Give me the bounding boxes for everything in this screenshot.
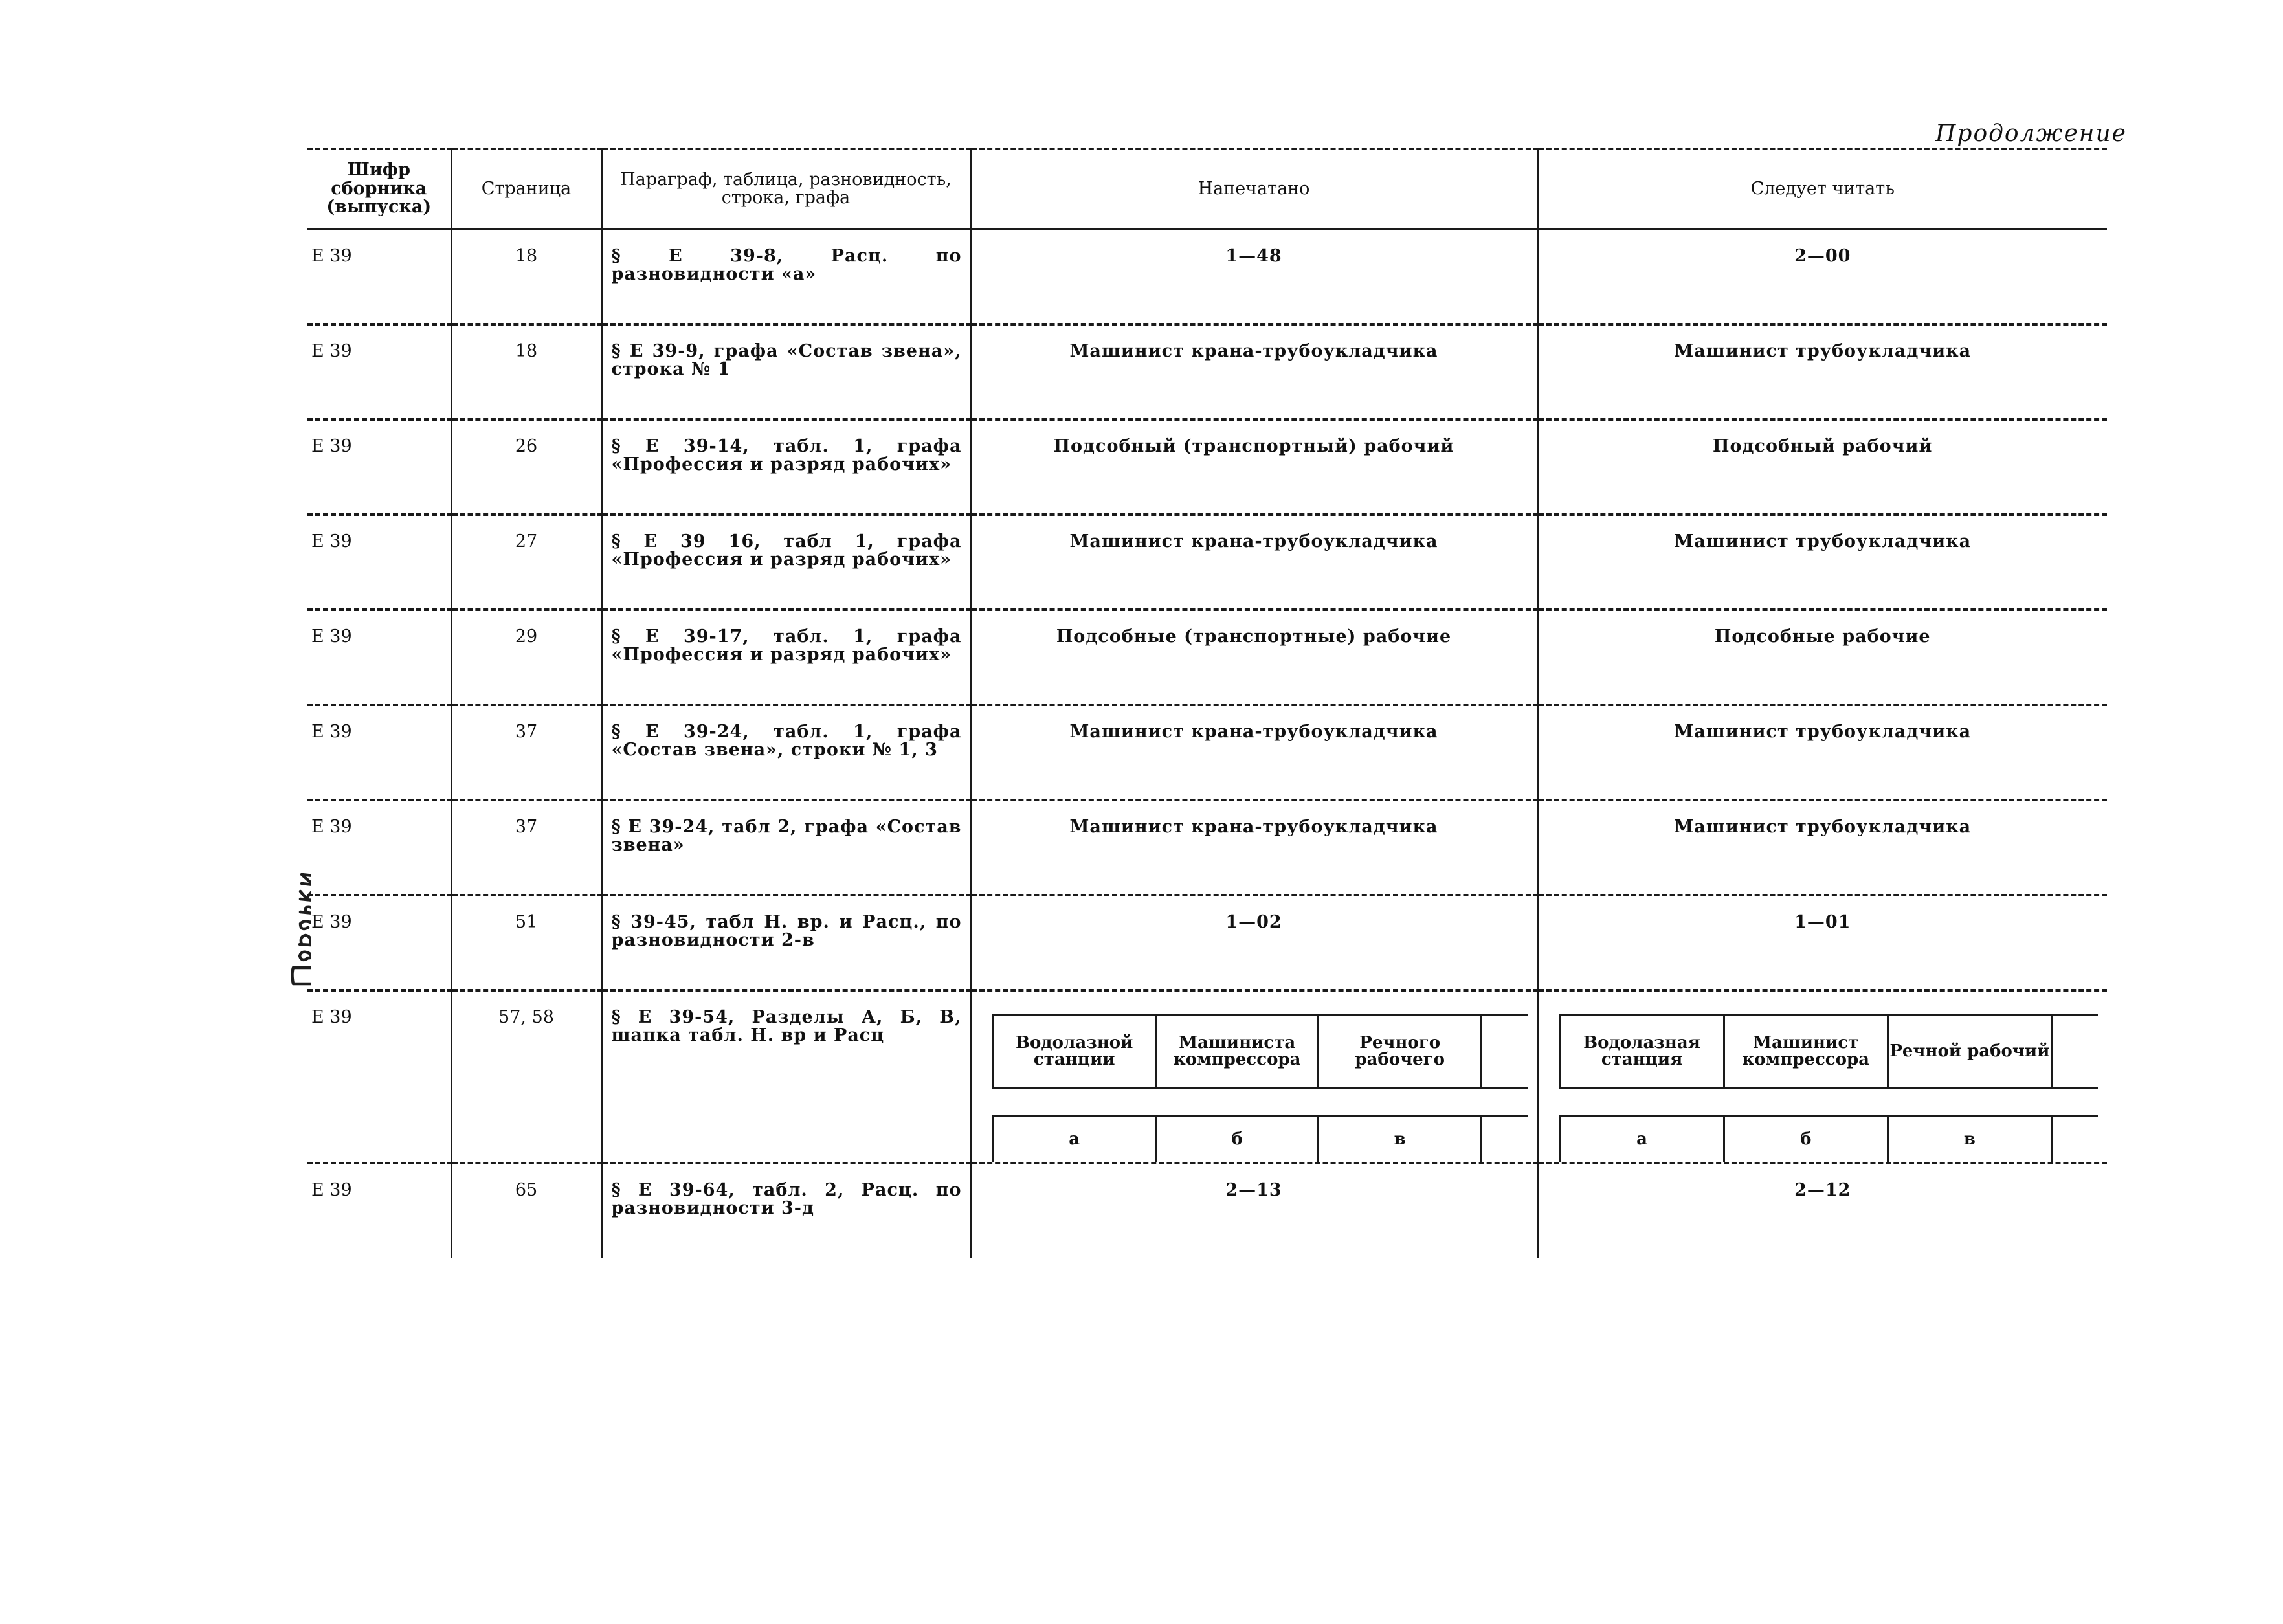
cell-paragraph: § Е 39-24, табл 2, графа «Состав звена» <box>601 800 970 895</box>
table-row <box>307 705 2107 800</box>
table-row <box>307 515 2107 610</box>
printed-letter: б <box>1155 1117 1317 1162</box>
subgrid-filler <box>2051 1016 2098 1087</box>
cell-page: 51 <box>451 895 601 990</box>
cell-read: Машинист трубоукладчика <box>1537 800 2107 895</box>
cell-page: 65 <box>451 1163 601 1258</box>
header-code: Шифр сборника (выпуска) <box>307 149 451 229</box>
cell-code: Е 39 <box>307 324 451 419</box>
printed-letter: а <box>992 1117 1155 1162</box>
table-row <box>307 1163 2107 1258</box>
cell-read: Машинист трубоукладчика <box>1537 515 2107 610</box>
printed-subheader: Водолазной станции <box>992 1016 1155 1087</box>
cell-page: 29 <box>451 610 601 705</box>
cell-printed-subtable <box>970 990 1537 1163</box>
subgrid-filler <box>1480 1016 1528 1087</box>
printed-letter: в <box>1317 1117 1480 1162</box>
header-paragraph: Параграф, таблица, разновидность, строка, графа <box>601 149 970 229</box>
read-subgrid <box>1559 1014 2099 1162</box>
cell-code: Е 39 <box>307 515 451 610</box>
table-row <box>307 324 2107 419</box>
table-row <box>307 419 2107 515</box>
cell-paragraph: § 39-45, табл Н. вр. и Расц., по разновидности 2-в <box>601 895 970 990</box>
cell-page: 18 <box>451 324 601 419</box>
cell-printed: Машинист крана-трубоукладчика <box>970 800 1537 895</box>
cell-code: Е 39 <box>307 419 451 515</box>
cell-printed: 1—48 <box>970 229 1537 324</box>
cell-paragraph: § Е 39-54, Разделы А, Б, В, шапка табл. Н. вр и Расц <box>601 990 970 1163</box>
cell-read: Подсобные рабочие <box>1537 610 2107 705</box>
cell-page: 57, 58 <box>451 990 601 1163</box>
cell-read: 1—01 <box>1537 895 2107 990</box>
table-row <box>307 800 2107 895</box>
read-subheader: Водолазная станция <box>1559 1016 1723 1087</box>
cell-read: 2—12 <box>1537 1163 2107 1258</box>
cell-paragraph: § Е 39-9, графа «Состав звена», строка № 1 <box>601 324 970 419</box>
cell-code: Е 39 <box>307 229 451 324</box>
table-header-row <box>307 149 2107 229</box>
cell-printed: Подсобные (транспортные) рабочие <box>970 610 1537 705</box>
table-row-subtable <box>307 990 2107 1163</box>
header-page: Страница <box>451 149 601 229</box>
cell-paragraph: § Е 39-17, табл. 1, графа «Профессия и разряд рабочих» <box>601 610 970 705</box>
cell-read-subtable <box>1537 990 2107 1163</box>
table-row <box>307 895 2107 990</box>
printed-subheader: Речного рабочего <box>1317 1016 1480 1087</box>
printed-subgrid <box>992 1014 1528 1162</box>
cell-page: 26 <box>451 419 601 515</box>
cell-page: 37 <box>451 800 601 895</box>
cell-paragraph: § Е 39-24, табл. 1, графа «Состав звена», строки № 1, 3 <box>601 705 970 800</box>
cell-code: Е 39 <box>307 800 451 895</box>
cell-printed: Подсобный (транспортный) рабочий <box>970 419 1537 515</box>
cell-code: Е 39 <box>311 1180 352 1200</box>
subgrid-filler <box>2051 1117 2098 1162</box>
cell-printed: Машинист крана-трубоукладчика <box>970 324 1537 419</box>
cell-paragraph: § Е 39-14, табл. 1, графа «Профессия и разряд рабочих» <box>601 419 970 515</box>
read-letter: б <box>1723 1117 1887 1162</box>
cell-page: 37 <box>451 705 601 800</box>
cell-code: Е 39 <box>307 990 451 1163</box>
cell-page: 27 <box>451 515 601 610</box>
cell-paragraph: § Е 39 16, табл 1, графа «Профессия и разряд рабочих» <box>601 515 970 610</box>
cell-printed: Машинист крана-трубоукладчика <box>970 515 1537 610</box>
handwritten-note <box>214 660 311 997</box>
cell-printed: 2—13 <box>970 1163 1537 1258</box>
header-read: Следует читать <box>1537 149 2107 229</box>
errata-table-wrap <box>307 148 2107 1258</box>
cell-printed: 1—02 <box>970 895 1537 990</box>
cell-read: 2—00 <box>1537 229 2107 324</box>
cell-code: Е 39 <box>307 610 451 705</box>
cell-paragraph: § Е 39-8, Расц. по разновидности «а» <box>601 229 970 324</box>
cell-read: Машинист трубоукладчика <box>1537 324 2107 419</box>
read-subheader: Речной рабочий <box>1887 1016 2051 1087</box>
cell-read: Подсобный рабочий <box>1537 419 2107 515</box>
continuation-label: Продолжение <box>1935 120 2127 147</box>
cell-code: Е 39 <box>307 895 451 990</box>
cell-read: Машинист трубоукладчика <box>1537 705 2107 800</box>
printed-subheader: Машиниста компрессора <box>1155 1016 1317 1087</box>
table-row <box>307 229 2107 324</box>
cell-printed: Машинист крана-трубоукладчика <box>970 705 1537 800</box>
read-letter: а <box>1559 1117 1723 1162</box>
subgrid-filler <box>1480 1117 1528 1162</box>
cell-paragraph: § Е 39-64, табл. 2, Расц. по разновидности 3-д <box>601 1163 970 1258</box>
read-subheader: Машинист компрессора <box>1723 1016 1887 1087</box>
table-row <box>307 610 2107 705</box>
header-printed: Напечатано <box>970 149 1537 229</box>
read-letter: в <box>1887 1117 2051 1162</box>
errata-table <box>307 148 2107 1258</box>
cell-code: Е 39 <box>307 705 451 800</box>
cell-page: 18 <box>451 229 601 324</box>
